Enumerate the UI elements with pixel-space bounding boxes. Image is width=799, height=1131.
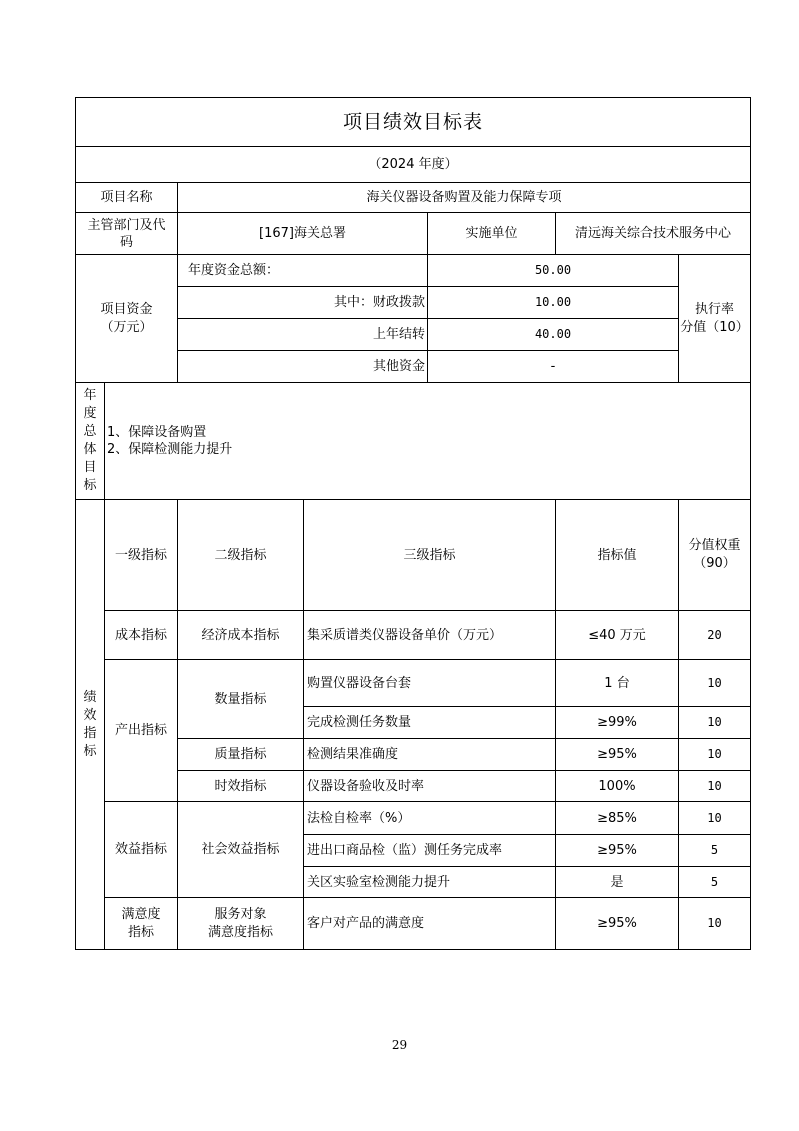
funds-other-value: - xyxy=(427,350,678,382)
row-weight: 10 xyxy=(678,801,750,834)
subgroup-quality: 质量指标 xyxy=(177,738,303,770)
row-weight: 10 xyxy=(678,897,750,949)
row-name: 完成检测任务数量 xyxy=(303,706,555,738)
row-value: ≥85% xyxy=(555,801,678,834)
goal-item: 1、保障设备购置 xyxy=(107,425,207,440)
row-value: 1 台 xyxy=(555,659,678,706)
subgroup-service-line1: 服务对象 xyxy=(214,906,267,922)
indicators-label-char: 效 xyxy=(83,707,97,723)
funds-fiscal-value: 10.00 xyxy=(427,286,678,318)
dept-value: [167]海关总署 xyxy=(177,212,427,254)
subgroup-service xyxy=(177,897,303,949)
row-weight: 10 xyxy=(678,659,750,706)
row-weight: 20 xyxy=(678,610,750,659)
project-name-value: 海关仪器设备购置及能力保障专项 xyxy=(177,182,750,212)
group-satisfaction-line2: 指标 xyxy=(127,924,154,940)
group-benefit: 效益指标 xyxy=(104,801,177,897)
goals-label-char: 标 xyxy=(83,478,97,493)
subgroup-economic-cost: 经济成本指标 xyxy=(177,610,303,659)
row-name: 购置仪器设备台套 xyxy=(303,659,555,706)
row-name: 检测结果准确度 xyxy=(303,738,555,770)
indicators-label-char: 指 xyxy=(83,725,97,741)
header-weight-line1: 分值权重 xyxy=(688,538,741,553)
row-value: 是 xyxy=(555,866,678,897)
header-weight xyxy=(678,499,750,610)
goals-label-char: 体 xyxy=(83,442,97,457)
dept-label: 主管部门及代码 xyxy=(75,212,177,254)
row-value: ≥95% xyxy=(555,738,678,770)
row-value: ≥95% xyxy=(555,897,678,949)
goals-label xyxy=(75,382,104,499)
header-level1: 一级指标 xyxy=(104,499,177,610)
impl-unit-label: 实施单位 xyxy=(427,212,555,254)
header-value: 指标值 xyxy=(555,499,678,610)
exec-rate-line1: 执行率 xyxy=(694,301,734,317)
exec-rate-line2: 分值（10） xyxy=(680,319,749,335)
goals-label-char: 年 xyxy=(83,388,97,403)
row-name: 进出口商品检（监）测任务完成率 xyxy=(303,834,555,866)
funds-carryover-label: 上年结转 xyxy=(177,318,427,350)
row-name: 仪器设备验收及时率 xyxy=(303,770,555,801)
funds-total-value: 50.00 xyxy=(427,254,678,286)
table-title: 项目绩效目标表 xyxy=(75,97,750,146)
group-output: 产出指标 xyxy=(104,659,177,801)
impl-unit-value: 清远海关综合技术服务中心 xyxy=(555,212,750,254)
row-weight: 5 xyxy=(678,866,750,897)
funds-label xyxy=(75,254,177,382)
subgroup-quantity: 数量指标 xyxy=(177,659,303,738)
row-weight: 10 xyxy=(678,738,750,770)
indicators-label-char: 标 xyxy=(83,743,97,759)
goal-item: 2、保障检测能力提升 xyxy=(107,442,233,457)
row-name: 集采质谱类仪器设备单价（万元） xyxy=(303,610,555,659)
row-value: ≥99% xyxy=(555,706,678,738)
row-name: 关区实验室检测能力提升 xyxy=(303,866,555,897)
subgroup-social-benefit: 社会效益指标 xyxy=(177,801,303,897)
table-year: （2024 年度） xyxy=(75,146,750,182)
exec-rate-label xyxy=(678,254,750,382)
goals-content xyxy=(104,382,750,499)
funds-fiscal-label: 其中：财政拨款 xyxy=(177,286,427,318)
row-weight: 5 xyxy=(678,834,750,866)
group-cost: 成本指标 xyxy=(104,610,177,659)
header-level3: 三级指标 xyxy=(303,499,555,610)
header-level2: 二级指标 xyxy=(177,499,303,610)
project-name-label: 项目名称 xyxy=(75,182,177,212)
subgroup-timeliness: 时效指标 xyxy=(177,770,303,801)
subgroup-service-line2: 满意度指标 xyxy=(207,924,273,940)
funds-label-line2: （万元） xyxy=(100,319,153,335)
indicators-label-char: 绩 xyxy=(83,689,97,705)
row-value: 100% xyxy=(555,770,678,801)
indicators-label xyxy=(75,499,104,949)
row-weight: 10 xyxy=(678,706,750,738)
funds-other-label: 其他资金 xyxy=(177,350,427,382)
row-name: 法检自检率（%） xyxy=(303,801,555,834)
funds-label-line1: 项目资金 xyxy=(100,301,153,317)
group-satisfaction xyxy=(104,897,177,949)
group-satisfaction-line1: 满意度 xyxy=(121,906,161,922)
goals-label-char: 总 xyxy=(83,424,97,439)
goals-label-char: 目 xyxy=(83,460,97,475)
row-name: 客户对产品的满意度 xyxy=(303,897,555,949)
goals-label-char: 度 xyxy=(83,406,97,421)
row-weight: 10 xyxy=(678,770,750,801)
row-value: ≤40 万元 xyxy=(555,610,678,659)
funds-carryover-value: 40.00 xyxy=(427,318,678,350)
row-value: ≥95% xyxy=(555,834,678,866)
header-weight-line2: （90） xyxy=(693,556,736,571)
funds-total-label: 年度资金总额： xyxy=(177,254,427,286)
page-number: 29 xyxy=(391,1038,408,1052)
